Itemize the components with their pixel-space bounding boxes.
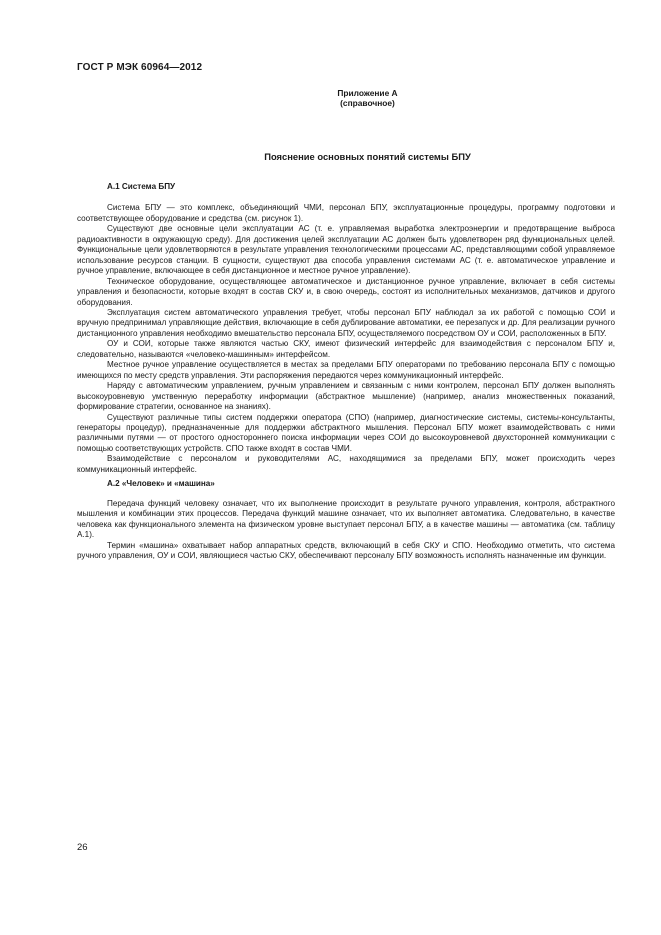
- section-a1: [77, 182, 615, 475]
- section-heading: А.2 «Человек» и «машина»: [107, 479, 215, 489]
- standard-header: ГОСТ Р МЭК 60964—2012: [77, 62, 203, 73]
- section-heading: А.1 Система БПУ: [107, 182, 176, 191]
- appendix-label: Приложение А: [337, 88, 398, 98]
- paragraph: Местное ручное управление осуществляется в местах за пределами БПУ операторами по требованию персонала БПУ с помощью имеющихся по месту средств управления. Эти распоряжения передаются через коммуникационный интерфейс.: [77, 360, 615, 380]
- paragraph: Передача функций человеку означает, что их выполнение происходит в результате ручного управления, контроля, абстрактного мышления и комбинации этих процессов. Передача функций машине означает, что их выполняет автоматика. Следовательно, в качестве человека как функционального элемента на физическом уровне выступает персонал БПУ, а в качестве машины — автоматика (см. таблицу А.1).: [77, 498, 615, 540]
- appendix-block: [0, 88, 661, 108]
- paragraph: ОУ и СОИ, которые также являются частью СКУ, имеют физический интерфейс для взаимодействия с персоналом БПУ и, следовательно, называются «человеко-машинным» интерфейсом.: [77, 339, 615, 359]
- page-number: 26: [77, 842, 88, 853]
- paragraph: Эксплуатация систем автоматического управления требует, чтобы персонал БПУ наблюдал за их работой с помощью СОИ и вручную предпринимал управляющие действия, включающие в себя дублирование автоматики, ее перезапуск и др. Для реализации ручного дистанционного управления необходимо вмешательство персонала БПУ, осуществляемого посредством ОУ и СОИ, расположенных в БПУ.: [77, 307, 615, 338]
- paragraph: Существуют две основные цели эксплуатации АС (т. е. управляемая выработка электроэнергии и предотвращение выброса радиоактивности в окружающую среду). Для достижения целей эксплуатации АС должен быть удовлетворен ряд функциональных целей. Функциональные цели удовлетворяются в результате управления технологическими процессами АС, представляющими собой управляемое использование ресурсов станции. В сущности, существуют два способа управления системами АС (т. е. автоматическое управление и ручное управление, включающее в себя дистанционное и местное ручное управление).: [77, 224, 615, 276]
- document-body: [77, 182, 615, 561]
- paragraph: Техническое оборудование, осуществляющее автоматическое и дистанционное ручное управление, включает в себя системы управления и безопасности, которые входят в состав СКУ и, в свою очередь, состоят из исполнительных механизмов, датчиков и другого оборудования.: [77, 276, 615, 307]
- section-a2: [77, 479, 615, 561]
- appendix-type: (справочное): [340, 98, 395, 108]
- paragraph: Взаимодействие с персоналом и руководителями АС, находящимися за пределами БПУ, может происходить через коммуникационный интерфейс.: [77, 454, 615, 474]
- paragraph: Существуют различные типы систем поддержки оператора (СПО) (например, диагностические системы, системы-консультанты, генераторы процедур), предназначенные для поддержки абстрактного мышления. Персонал БПУ может взаимодействовать с ними различными путями — от простого одностороннего поиска информации через СОИ до высокоуровневой двухсторонней коммуникации с помощью соответствующих устройств. СПО также входят в состав ЧМИ.: [77, 412, 615, 453]
- paragraph: Термин «машина» охватывает набор аппаратных средств, включающий в себя СКУ и СПО. Необходимо отметить, что система ручного управления, ОУ и СОИ, являющиеся частью СКУ, обеспечивают персоналу БПУ возможность исполнять назначенные им функции.: [77, 540, 615, 560]
- paragraph: Система БПУ — это комплекс, объединяющий ЧМИ, персонал БПУ, эксплуатационные процедуры, программу подготовки и соответствующее оборудование и средства (см. рисунок 1).: [77, 203, 615, 223]
- paragraph: Наряду с автоматическим управлением, ручным управлением и связанным с ними контролем, персонал БПУ должен выполнять высокоуровневую умственную переработку информации (абстрактное мышление) (например, анализ множественных показаний, формирование стратегии, основанное на знаниях).: [77, 381, 615, 412]
- page-title: Пояснение основных понятий системы БПУ: [264, 151, 471, 162]
